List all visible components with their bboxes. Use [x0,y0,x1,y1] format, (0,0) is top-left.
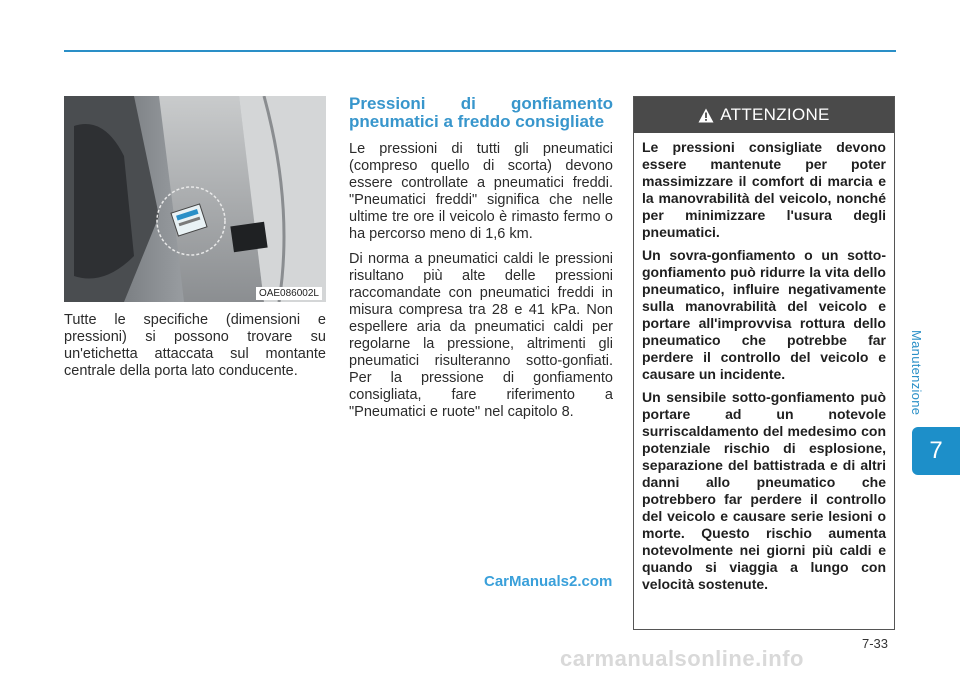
top-rule [64,50,896,52]
page-number: 7-33 [862,636,889,651]
paragraph: Le pressioni di tutti gli pneumatici (compreso quello di scorta) devono essere controllate a pneumatici freddi. "Pneumatici freddi" significa che nelle ultime tre ore il veicolo è rimasto fermo o ha percorso meno di 1,6 km. [349,141,613,242]
warning-box [633,96,895,630]
section-label: Manutenzione [909,330,924,416]
watermark-link[interactable]: CarManuals2.com [484,573,613,590]
door-pillar-illustration [64,96,326,302]
section-heading: Pressioni di gonfiamento pneumatici a freddo consigliate [349,94,613,131]
left-column-text: Tutte le specifiche (dimensioni e pressioni) si possono trovare su un'etichetta attaccata sul montante centrale della porta lato conducente. [64,312,326,379]
figure-code: OAE086002L [256,287,322,300]
door-pillar-photo [64,96,326,302]
warning-paragraph: Un sensibile sotto-gonfiamento può portare ad un notevole surriscaldamento del medesimo con potenziale rischio di esplosione, separazione del battistrada e di altri danni allo pneumatico che potrebbero far perdere il controllo del veicolo e causare serie lesioni o morte. Questo rischio aumenta notevolmente nei giorni più caldi e quando si viaggia a lungo con velocità sostenute. [642,389,886,592]
footer-watermark: carmanualsonline.info [560,646,804,671]
paragraph: Di norma a pneumatici caldi le pressioni risultano più alte delle pressioni raccomandate con pneumatici freddi in misura compresa tra 28 e 41 kPa. Non espellere aria da pneumatici caldi per regolarne la pressione, altrimenti gli pneumatici risulteranno sotto-gonfiati. Per la pressione di gonfiamento consigliata, fare riferimento a "Pneumatici e ruote" nel capitolo 8. [349,251,613,420]
warning-triangle-icon [698,108,714,123]
warning-title: ATTENZIONE [720,105,830,124]
chapter-tab: 7 [912,427,960,475]
warning-paragraph: Le pressioni consigliate devono essere mantenute per poter massimizzare il comfort di marcia e la manovrabilità del veicolo, nonché per minimizzare l'usura degli pneumatici. [642,139,886,240]
warning-paragraph: Un sovra-gonfiamento o un sotto-gonfiamento può ridurre la vita dello pneumatico, influire negativamente sulla manovrabilità del veicolo e portare all'improvvisa rottura dello pneumatico che potrebbe far perdere il controllo del veicolo e causare un incidente. [642,247,886,382]
warning-header [634,97,894,133]
warning-body [634,133,894,593]
middle-column [349,95,613,429]
